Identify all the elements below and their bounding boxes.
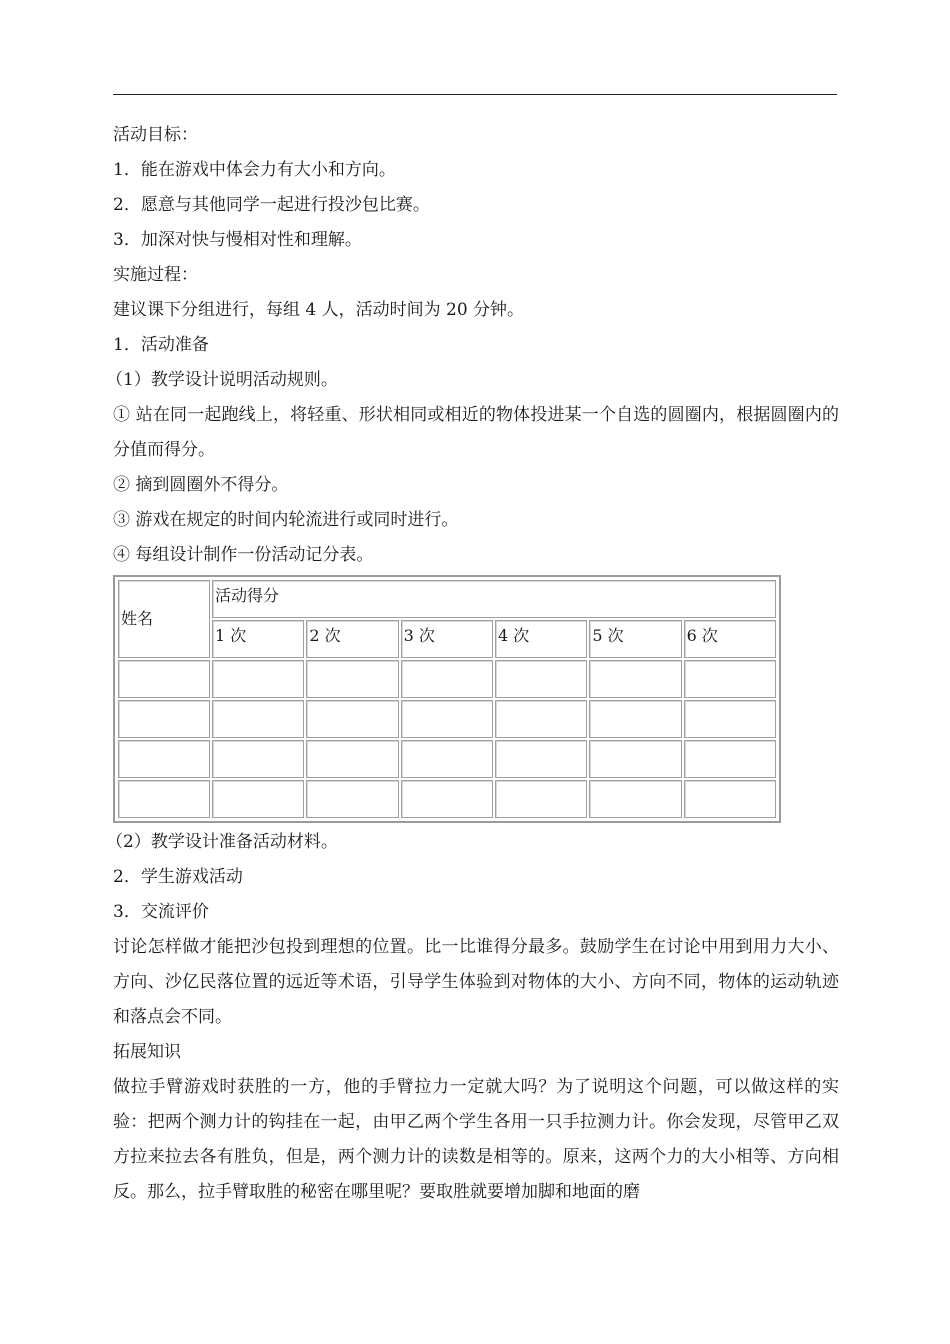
score-table (113, 575, 781, 823)
table-cell (495, 660, 587, 698)
table-cell (589, 740, 681, 778)
table-cell (118, 780, 210, 818)
table-cell (589, 700, 681, 738)
rule-item: ③ 游戏在规定的时间内轮流进行或同时进行。 (113, 510, 459, 530)
table-cell (401, 740, 493, 778)
table-cell (212, 780, 304, 818)
table-cell (401, 700, 493, 738)
document-body (106, 118, 839, 1210)
table-cell (684, 700, 776, 738)
table-cell (495, 780, 587, 818)
name-header: 姓名 (118, 580, 210, 658)
process-intro: 建议课下分组进行，每组 4 人，活动时间为 20 分钟。 (113, 300, 525, 320)
table-cell (589, 660, 681, 698)
step3-title: 3．交流评价 (113, 902, 209, 922)
round-header: 5 次 (589, 620, 681, 658)
table-row (118, 660, 776, 698)
step2-title: 2．学生游戏活动 (113, 867, 243, 887)
round-header: 3 次 (401, 620, 493, 658)
process-heading: 实施过程： (113, 265, 198, 285)
extension-paragraph: 做拉手臂游戏时获胜的一方，他的手臂拉力一定就大吗？为了说明这个问题，可以做这样的实验：把两个测力计的钩挂在一起，由甲乙两个学生各用一只手拉测力计。你会发现，尽管甲乙双方拉来拉去各有胜负，但是，两个测力计的读数是相等的。原来，这两个力的大小相等、方向相反。那么，拉手臂取胜的秘密在哪里呢？要取胜就要增加脚和地面的磨 (113, 1077, 839, 1202)
step1-sub2: （2）教学设计准备活动材料。 (106, 832, 338, 852)
table-cell (401, 660, 493, 698)
table-cell (684, 740, 776, 778)
table-cell (589, 780, 681, 818)
table-cell (306, 660, 398, 698)
rule-item: ② 摘到圆圈外不得分。 (113, 475, 289, 495)
round-header: 1 次 (212, 620, 304, 658)
table-cell (118, 660, 210, 698)
score-group-header: 活动得分 (212, 580, 776, 618)
table-cell (306, 780, 398, 818)
header-rule (113, 94, 837, 95)
goal-item: 1．能在游戏中体会力有大小和方向。 (113, 160, 396, 180)
table-cell (306, 740, 398, 778)
table-cell (495, 700, 587, 738)
table-cell (401, 780, 493, 818)
extension-heading: 拓展知识 (113, 1042, 181, 1062)
goal-item: 3．加深对快与慢相对性和理解。 (113, 230, 362, 250)
rule-item: ① 站在同一起跑线上，将轻重、形状相同或相近的物体投进某一个自选的圆圈内，根据圆圈内的分值而得分。 (113, 405, 839, 460)
table-row (118, 740, 776, 778)
goals-heading: 活动目标： (113, 125, 198, 145)
table-cell (212, 700, 304, 738)
round-header: 4 次 (495, 620, 587, 658)
table-row (118, 700, 776, 738)
round-header: 6 次 (684, 620, 776, 658)
table-cell (495, 740, 587, 778)
table-cell (118, 700, 210, 738)
step1-title: 1．活动准备 (113, 335, 209, 355)
round-header: 2 次 (306, 620, 398, 658)
rule-item: ④ 每组设计制作一份活动记分表。 (113, 545, 374, 565)
table-cell (212, 740, 304, 778)
goal-item: 2．愿意与其他同学一起进行投沙包比赛。 (113, 195, 430, 215)
step1-sub1: （1）教学设计说明活动规则。 (106, 370, 338, 390)
table-cell (118, 740, 210, 778)
discussion-paragraph: 讨论怎样做才能把沙包投到理想的位置。比一比谁得分最多。鼓励学生在讨论中用到用力大小、方向、沙亿民落位置的远近等术语，引导学生体验到对物体的大小、方向不同，物体的运动轨迹和落点会不同。 (113, 937, 839, 1027)
table-cell (306, 700, 398, 738)
table-row (118, 780, 776, 818)
table-cell (684, 780, 776, 818)
table-cell (684, 660, 776, 698)
table-cell (212, 660, 304, 698)
